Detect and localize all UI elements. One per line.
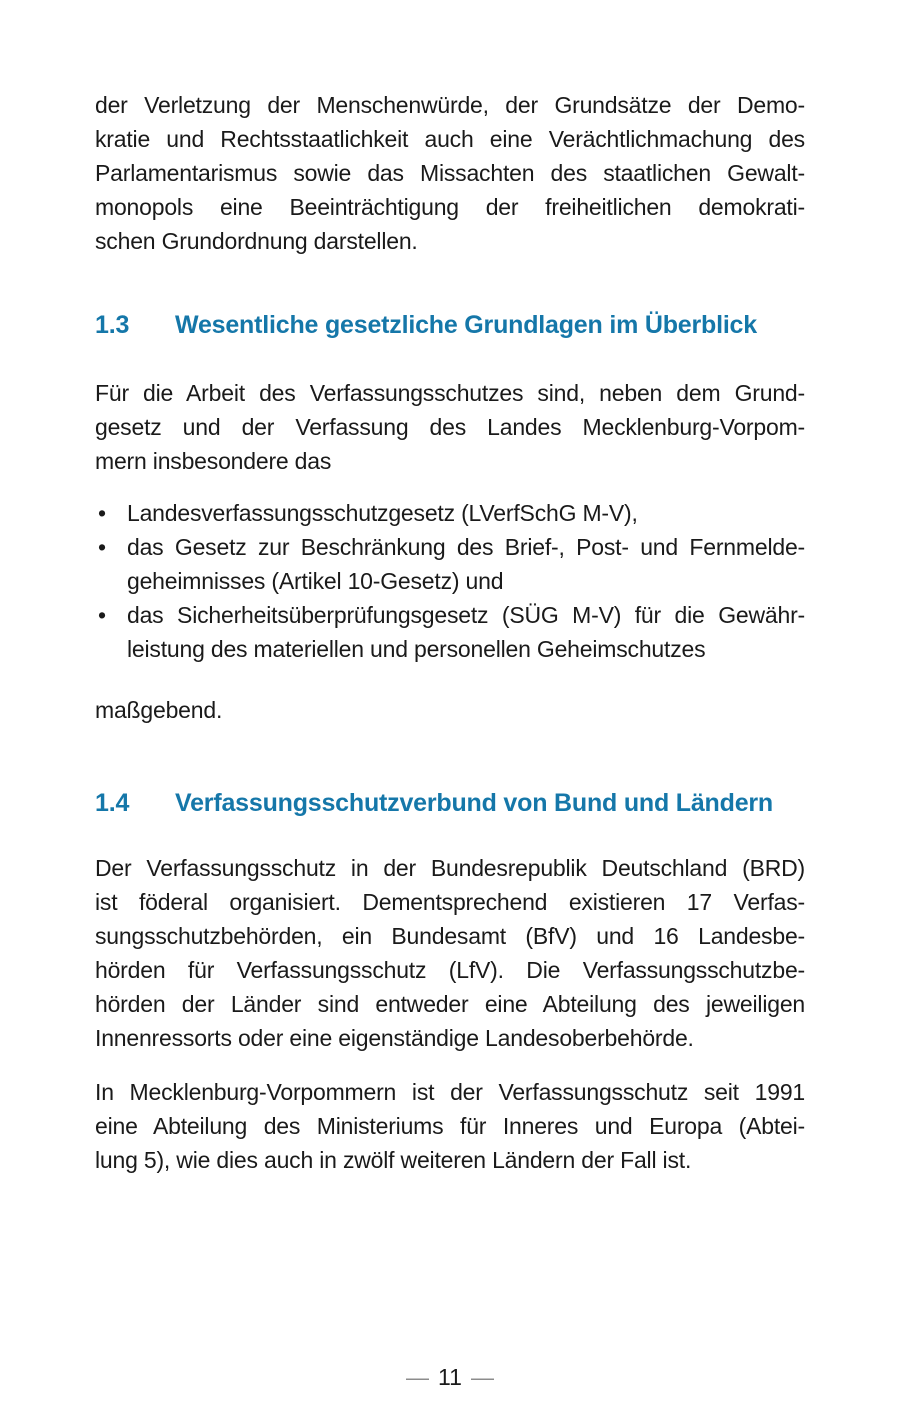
text-line: kratie und Rechtsstaatlichkeit auch eine Verächtlichmachung des <box>95 126 805 152</box>
paragraph-mv-department <box>95 1075 805 1177</box>
text-line: Für die Arbeit des Verfassungsschutzes sind, neben dem Grund- <box>95 380 805 406</box>
paragraph-fdgo-conclusion <box>95 88 805 258</box>
text-line: das Gesetz zur Beschränkung des Brief-, Post- und Fernmelde- <box>127 534 805 560</box>
list-item-text <box>127 530 805 598</box>
text-line: maßgebend. <box>95 697 223 723</box>
text-line: Innenressorts oder eine eigenständige Landesoberbehörde. <box>95 1025 694 1051</box>
text-line: Landesverfassungsschutzgesetz (LVerfSchG M-V), <box>127 500 638 526</box>
text-line: In Mecklenburg-Vorpommern ist der Verfassungsschutz seit 1991 <box>95 1079 805 1105</box>
text-line: leistung des materiellen und personellen Geheimschutzes <box>127 636 706 662</box>
bullet-icon: • <box>98 534 107 560</box>
paragraph-massgebend <box>95 693 805 727</box>
section-heading-1-3 <box>95 308 805 342</box>
footer-dash-left: — <box>406 1364 430 1390</box>
list-item <box>95 530 805 598</box>
footer-dash-right: — <box>470 1364 494 1390</box>
list-item-text <box>127 598 805 666</box>
text-line: gesetz und der Verfassung des Landes Mecklenburg-Vorpom- <box>95 414 805 440</box>
bullet-icon: • <box>98 500 107 526</box>
text-line: hörden der Länder sind entweder eine Abteilung des jeweiligen <box>95 991 805 1017</box>
text-line: das Sicherheitsüberprüfungsgesetz (SÜG M-V) für die Gewähr- <box>127 602 805 628</box>
text-line: lung 5), wie dies auch in zwölf weiteren Ländern der Fall ist. <box>95 1147 692 1173</box>
law-list <box>95 496 805 666</box>
section-title: Verfassungsschutzverbund von Bund und Ländern <box>175 789 774 817</box>
page-footer <box>0 1360 900 1394</box>
paragraph-federal-structure <box>95 851 805 1055</box>
text-line: monopols eine Beeinträchtigung der freiheitlichen demokrati- <box>95 194 805 220</box>
text-line: hörden für Verfassungsschutz (LfV). Die Verfassungsschutzbe- <box>95 957 805 983</box>
list-item <box>95 598 805 666</box>
text-line: eine Abteilung des Ministeriums für Inneres und Europa (Abtei- <box>95 1113 805 1139</box>
bullet-icon: • <box>98 602 107 628</box>
text-line: Der Verfassungsschutz in der Bundesrepublik Deutschland (BRD) <box>95 855 805 881</box>
paragraph-legal-basis-intro <box>95 376 805 478</box>
section-title: Wesentliche gesetzliche Grundlagen im Überblick <box>175 311 757 339</box>
section-number: 1.4 <box>95 789 130 817</box>
text-line: ist föderal organisiert. Dementsprechend existieren 17 Verfas- <box>95 889 805 915</box>
section-heading-1-4 <box>95 786 805 820</box>
text-line: geheimnisses (Artikel 10-Gesetz) und <box>127 568 504 594</box>
list-item <box>95 496 805 530</box>
list-item-text <box>127 496 805 530</box>
text-line: Parlamentarismus sowie das Missachten des staatlichen Gewalt- <box>95 160 805 186</box>
text-line: schen Grundordnung darstellen. <box>95 228 418 254</box>
text-line: der Verletzung der Menschenwürde, der Grundsätze der Demo- <box>95 92 805 118</box>
section-number: 1.3 <box>95 311 130 339</box>
text-line: mern insbesondere das <box>95 448 332 474</box>
text-line: sungsschutzbehörden, ein Bundesamt (BfV) und 16 Landesbe- <box>95 923 805 949</box>
page-number: 11 <box>438 1364 462 1390</box>
